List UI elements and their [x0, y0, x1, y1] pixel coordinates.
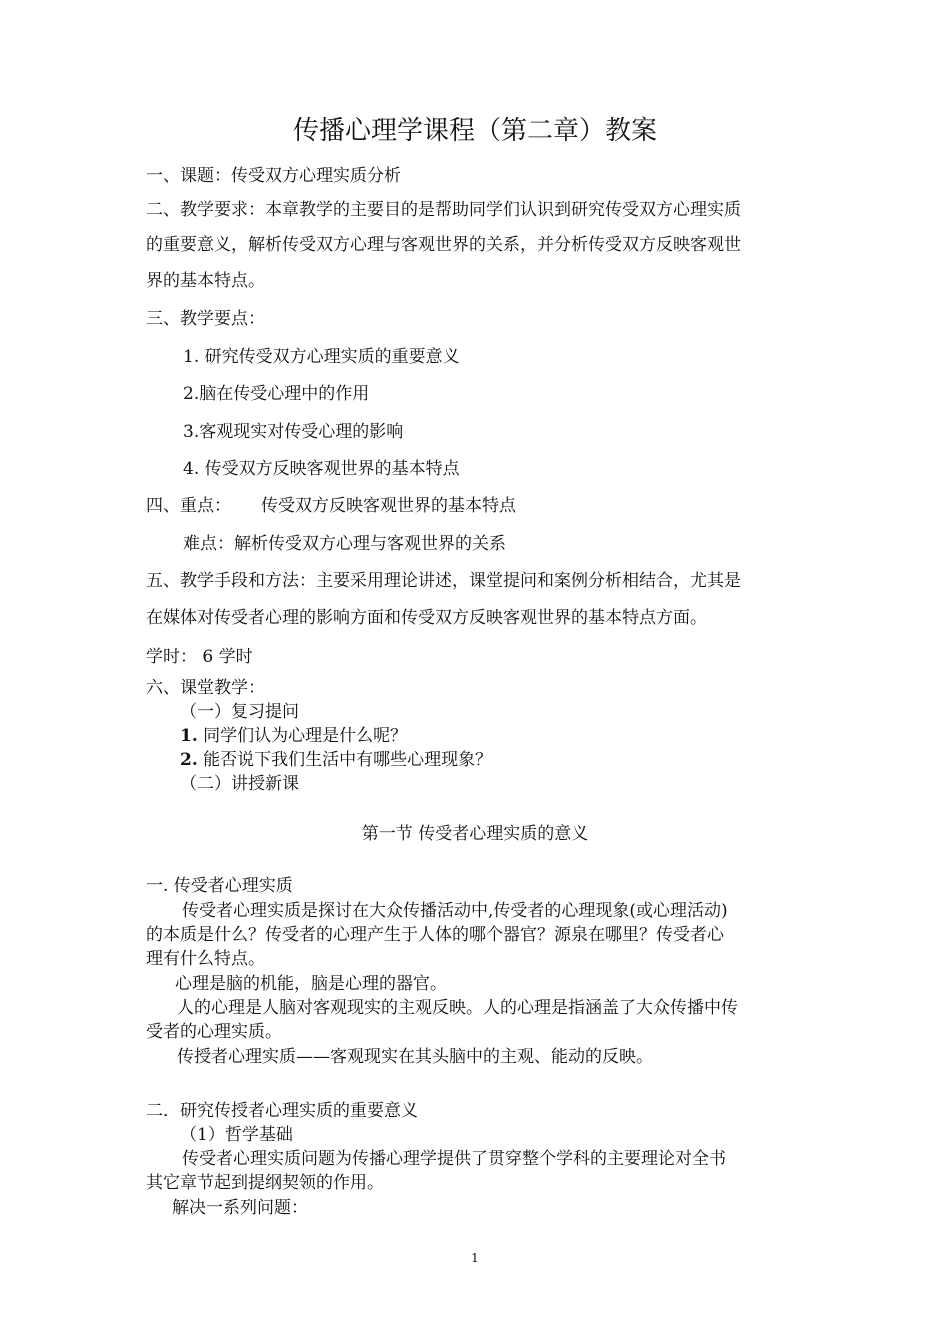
paragraph-line: 解决一系列问题： — [172, 1198, 308, 1218]
review-question-2 — [180, 749, 492, 771]
paragraph-line: 心理是脑的机能，脑是心理的器官。 — [175, 974, 447, 994]
requirements-line-3: 界的基本特点。 — [146, 271, 265, 291]
paragraph-line: 的本质是什么？传受者的心理产生于人体的哪个器官？源泉在哪里？传受者心 — [146, 925, 724, 945]
subsection-heading-1: 一. 传受者心理实质 — [146, 876, 293, 896]
paragraph-line: 传受者心理实质问题为传播心理学提供了贯穿整个学科的主要理论对全书 — [182, 1149, 726, 1169]
focus-line — [146, 495, 516, 517]
review-question-1 — [180, 725, 407, 747]
hours-line: 学时： 6 学时 — [146, 647, 253, 667]
subsection-heading-2: 二．研究传授者心理实质的重要意义 — [146, 1101, 418, 1121]
new-lesson-heading: （二）讲授新课 — [180, 774, 299, 794]
section-title: 第一节 传受者心理实质的意义 — [361, 824, 589, 844]
page-title: 传播心理学课程（第二章）教案 — [292, 116, 657, 146]
methods-line-1: 五、教学手段和方法：主要采用理论讲述，课堂提问和案例分析相结合，尤其是 — [146, 571, 741, 591]
focus-text: 传受双方反映客观世界的基本特点 — [261, 496, 516, 516]
difficulty-line: 难点：解析传受双方心理与客观世界的关系 — [183, 534, 506, 554]
key-point-4: 4. 传受双方反映客观世界的基本特点 — [183, 459, 460, 479]
question-text: 能否说下我们生活中有哪些心理现象？ — [197, 750, 493, 770]
paragraph-line: 其它章节起到提纲契领的作用。 — [146, 1173, 384, 1193]
page-number: 1 — [471, 1251, 479, 1265]
paragraph-line: 人的心理是人脑对客观现实的主观反映。人的心理是指涵盖了大众传播中传 — [177, 998, 738, 1018]
question-text: 同学们认为心理是什么呢？ — [197, 726, 408, 746]
focus-label: 四、重点： — [146, 496, 231, 516]
classroom-heading: 六、课堂教学： — [146, 678, 265, 698]
key-point-3: 3.客观现实对传受心理的影响 — [183, 422, 404, 442]
key-point-2: 2.脑在传受心理中的作用 — [183, 384, 370, 404]
key-points-heading: 三、教学要点： — [146, 309, 265, 329]
requirements-line-2: 的重要意义，解析传受双方心理与客观世界的关系，并分析传受双方反映客观世 — [146, 235, 741, 255]
review-heading: （一）复习提问 — [180, 702, 299, 722]
philosophy-heading: （1）哲学基础 — [180, 1125, 293, 1145]
paragraph-line: 理有什么特点。 — [146, 949, 265, 969]
paragraph-line: 受者的心理实质。 — [146, 1022, 282, 1042]
methods-line-2: 在媒体对传受者心理的影响方面和传受双方反映客观世界的基本特点方面。 — [146, 608, 707, 628]
requirements-line-1: 二、教学要求：本章教学的主要目的是帮助同学们认识到研究传受双方心理实质 — [146, 200, 741, 220]
topic-line: 一、课题：传受双方心理实质分析 — [146, 166, 401, 186]
paragraph-line: 传受者心理实质是探讨在大众传播活动中,传受者的心理现象(或心理活动) — [182, 901, 728, 921]
paragraph-line: 传授者心理实质——客观现实在其头脑中的主观、能动的反映。 — [177, 1047, 653, 1067]
key-point-1: 1. 研究传受双方心理实质的重要意义 — [183, 347, 460, 367]
question-number: 1. — [180, 726, 198, 746]
question-number: 2. — [180, 750, 198, 770]
